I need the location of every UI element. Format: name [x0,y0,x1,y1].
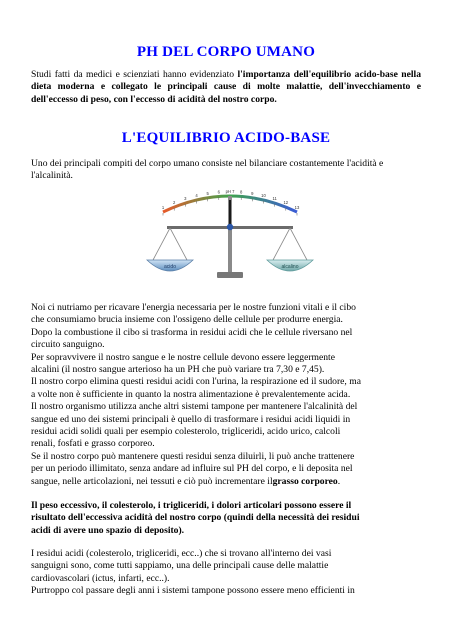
right-pan-label: alcalino [281,264,299,270]
ph-tick-label: 3 [184,196,187,202]
acid-residues-paragraph [31,548,421,598]
text-line: per un periodo illimitato, senza andare ad influire sul PH del corpo, e li deposita nel [31,463,353,475]
excess-weight-paragraph [31,500,421,537]
scale-pivot [227,224,233,230]
bold-text-line: Il peso eccessivo, il colesterolo, i trigliceridi, i dolori articolari possono essere il [31,500,352,511]
energy-paragraph-lines [31,302,421,476]
intro-paragraph [31,69,421,106]
intro-bold-text: l'importanza dell'equilibrio acido-base nella dieta moderna e collegato le principali cause di molte malattie, dell'invecchiamento e dell'eccesso di peso, con l'eccesso di acidità del nostro corpo. [31,69,421,105]
text-line: Dopo la combustione il cibo si trasforma in residui acidi che le cellule riversano nel [31,326,353,338]
text-line: Il nostro corpo elimina questi residui acidi con l'urina, la respirazione ed il sudore, ma [31,376,361,388]
section-title: L'EQUILIBRIO ACIDO-BASE [121,130,331,146]
text-line: alcalini (il nostro sangue arterioso ha un PH che può variare tra 7,30 e 7,45). [31,364,325,376]
text-line: Noi ci nutriamo per ricavare l'energia necessaria per le nostre funzioni vitali e il cibo [31,302,356,313]
ph-tick-label: 5 [206,190,209,196]
ph-tick-label: pH 7 [225,189,235,194]
excess-weight-lines [31,500,421,537]
energy-paragraph [31,302,421,488]
text-line: circuito sanguigno. [31,339,105,351]
energy-paragraph-last-line [31,476,421,488]
ph-tick-label: 11 [272,196,277,202]
ph-tick-label: 1 [161,205,165,210]
text-line: a volte non è sufficiente in quanto la nostra alimentazione è prevalentemente acida. [31,388,351,400]
left-pan-label: acido [164,264,176,270]
text-line: I residui acidi (colesterolo, trigliceridi, ecc..) che si trovano all'interno dei vasi [31,548,332,559]
ph-tick-label: 2 [173,200,176,206]
ph-tick-label: 12 [283,200,289,206]
ph-tick-label: 9 [251,190,254,196]
text-line: sanguigni sono, come tutti sappiamo, una delle principali cause delle malattie [31,560,329,572]
ph-tick-label: 8 [240,189,243,195]
text-line: che consumiamo brucia insieme con l'ossigeno delle cellule per produrre energia. [31,314,343,326]
text-line: renali, fosfati e grasso corporeo. [31,438,155,450]
last-line-text: sangue, nelle articolazioni, nei tessuti e ciò può incrementare il [31,475,273,487]
ph-balance-illustration [139,186,321,288]
ph-tick-label: 13 [294,205,300,210]
text-line: residui acidi solidi quali per esempio colesterolo, trigliceridi, acido urico, calcoli [31,426,341,438]
text-line: Per sopravvivere il nostro sangue e le nostre cellule devono essere leggermente [31,351,335,363]
text-line: Purtroppo col passare degli anni i sistemi tampone possono essere meno efficienti in [31,585,355,597]
bold-text-line: acidi di avere uno spazio di deposito). [31,524,185,536]
last-line-bold: grasso corporeo [272,475,338,487]
page-title: PH DEL CORPO UMANO [136,44,316,60]
ph-tick-label: 6 [217,189,220,195]
scale-base [217,272,243,278]
balance-paragraph: Uno dei principali compiti del corpo umano consiste nel bilanciare costantemente l'acidità e l'alcalinità. [31,158,384,182]
text-line: Il nostro organismo utilizza anche altri sistemi tampone per mantenere l'alcalinità del [31,401,358,413]
ph-tick-label: 10 [261,193,266,198]
intro-text: Studi fatti da medici e scienziati hanno evidenziato [31,69,238,80]
ph-tick-label: 4 [195,193,198,198]
text-line: sangue ed uno dei sistemi principali è quello di trasformare i residui acidi liquidi in [31,413,351,425]
text-line: Se il nostro corpo può mantenere questi residui senza diluirli, li può anche trattenere [31,450,355,462]
last-line-end: . [337,475,341,487]
acid-residues-lines [31,548,421,598]
text-line: cardiovascolari (ictus, infarti, ecc..). [31,572,170,584]
bold-text-line: risultato dell'eccessiva acidità del nostro corpo (quindi della necessità dei residui [31,512,360,524]
